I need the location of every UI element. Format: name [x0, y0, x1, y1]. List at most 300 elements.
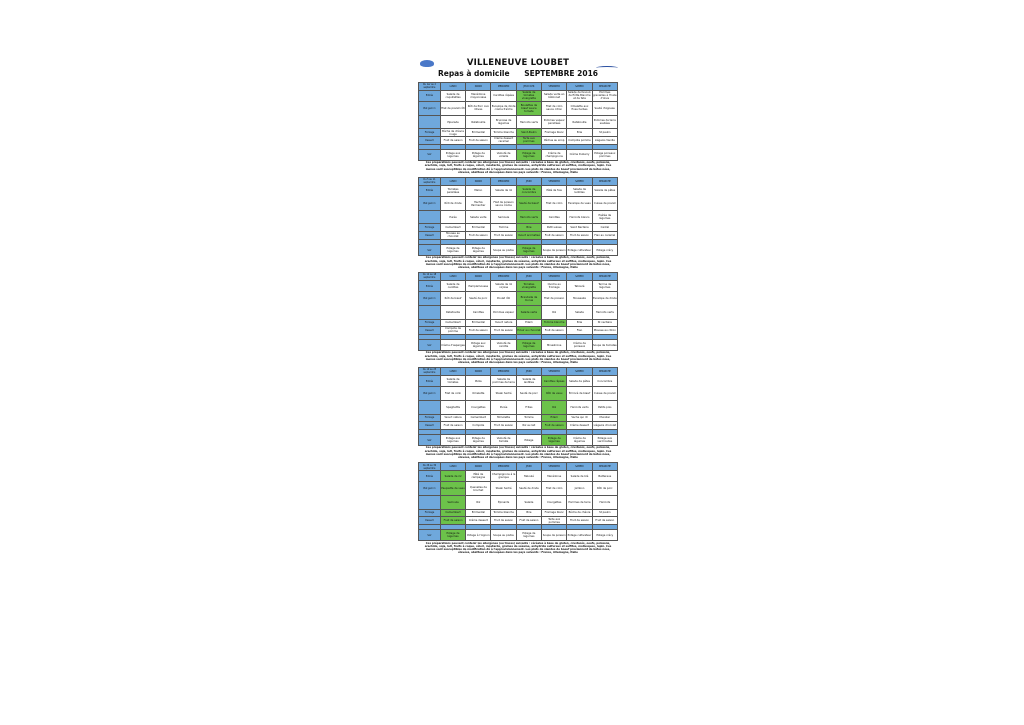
menu-cell: Flan — [567, 327, 592, 335]
menu-cell: Rôti de Porc Aux Olives — [466, 102, 491, 116]
menu-cell: Eclair au chocolat — [516, 327, 541, 335]
day-header: SAMEDI — [567, 273, 592, 281]
menu-cell: Potage de légumes — [466, 435, 491, 446]
days-header-row — [419, 83, 618, 91]
day-header: LUNDI — [440, 368, 465, 376]
menu-cell: Pommes vapeur persillées — [542, 115, 567, 129]
menu-cell: Brunoise de légumes — [491, 115, 516, 129]
subtitle-month: SEPTEMBRE 2016 — [524, 69, 599, 78]
menu-cell: Potage de légumes — [542, 435, 567, 446]
menu-cell: Compote de pomme — [440, 327, 465, 335]
menu-cell: Filet de colin — [440, 387, 465, 401]
document-header — [418, 58, 618, 80]
menu-row — [419, 414, 618, 422]
menu-cell: Pizza — [466, 375, 491, 387]
menu-cell: Tarte aux pommes — [516, 136, 541, 144]
days-header-row — [419, 178, 618, 186]
week-section — [418, 272, 618, 365]
menu-cell: Quiche au fromage — [542, 280, 567, 292]
menu-cell: Potage de légumes — [516, 245, 541, 256]
menu-cell: Crème dessert caramel — [491, 136, 516, 144]
menu-cell: Omelette aux fines herbes — [567, 102, 592, 116]
day-header: MARDI — [466, 273, 491, 281]
menu-cell: Terrine de légumes — [592, 280, 617, 292]
menu-cell: Salade de riz niçoise — [491, 280, 516, 292]
week-section — [418, 82, 618, 175]
course-label: Entrée — [419, 470, 441, 482]
menu-cell: Fruit de saison — [567, 232, 592, 240]
day-header: DIMANCHE — [592, 273, 617, 281]
menu-cell: Pamplemousse — [466, 280, 491, 292]
menu-cell: Vache qui rit — [567, 414, 592, 422]
menu-cell: Filet de poisson — [542, 292, 567, 306]
menu-cell: Camembert — [466, 414, 491, 422]
menu-row — [419, 375, 618, 387]
menu-cell: Potage de légumes — [440, 530, 465, 541]
menu-cell: Fruit de saison — [542, 422, 567, 430]
menu-cell: Fruit de saison — [466, 136, 491, 144]
menu-row — [419, 509, 618, 517]
menu-cell: Potage de légumes — [466, 245, 491, 256]
menu-cell: Potage — [516, 435, 541, 446]
menu-cell: Cuisse de poulet — [592, 387, 617, 401]
menu-cell: Semoule — [491, 210, 516, 224]
menu-cell: Filet de colin sauce citron — [542, 102, 567, 116]
menu-cell: Crème de champignons — [542, 150, 567, 161]
menu-row — [419, 470, 618, 482]
menu-cell: Pommes de terre — [567, 496, 592, 510]
menu-cell: Brie — [567, 129, 592, 137]
course-label: Plat garni 1 — [419, 292, 441, 306]
menu-row — [419, 517, 618, 525]
menu-cell: Riz — [466, 496, 491, 510]
day-header: JEUDI — [516, 178, 541, 186]
course-label: Soir — [419, 150, 441, 161]
menu-cell: Escalope de veau — [567, 197, 592, 211]
menu-cell: Sauté de bœuf — [516, 197, 541, 211]
day-header: VENDREDI — [542, 83, 567, 91]
menu-cell: Sauté d'Agneau — [592, 102, 617, 116]
menu-cell: Fruit de saison — [567, 517, 592, 525]
menu-cell: Salade de concombre — [516, 185, 541, 197]
menu-cell: Fruit de saison — [440, 517, 465, 525]
menu-cell: Jambon — [567, 482, 592, 496]
menu-cell: Concombre — [592, 375, 617, 387]
menu-cell: Fromage blanc — [542, 129, 567, 137]
menu-row — [419, 90, 618, 102]
menu-cell: Tomme blanche — [491, 509, 516, 517]
menu-row — [419, 340, 618, 351]
menu-cell: Soupe de poisson — [542, 530, 567, 541]
day-header: SAMEDI — [567, 83, 592, 91]
menu-cell: Mousse au chocolat — [440, 232, 465, 240]
week-section — [418, 367, 618, 460]
day-header: MARDI — [466, 463, 491, 471]
day-header: MARDI — [466, 83, 491, 91]
menu-cell: Poêlée de légumes — [592, 210, 617, 224]
menu-cell: Petit suisse — [542, 224, 567, 232]
course-label: Entrée — [419, 375, 441, 387]
menu-cell: St paulin — [592, 129, 617, 137]
week-range-label: Du 5 au 11 septembre — [419, 178, 441, 186]
menu-cell: Salade de tomates vinaigrette — [516, 90, 541, 102]
menu-cell: Camembert — [440, 319, 465, 327]
menu-cell: Potage de légumes — [516, 530, 541, 541]
menu-cell: Potage cultivateur — [567, 245, 592, 256]
days-header-row — [419, 463, 618, 471]
menu-cell: Minestrone — [542, 340, 567, 351]
menu-cell: Crème d'asperges — [440, 340, 465, 351]
week-section — [418, 177, 618, 270]
day-header: JEUDI — [516, 463, 541, 471]
menu-cell: Cantal — [592, 224, 617, 232]
menu-cell: Fruit de saison — [542, 232, 567, 240]
menu-cell: Potage aux légumes — [440, 150, 465, 161]
course-label: Dessert — [419, 232, 441, 240]
menu-cell: Haricots — [592, 496, 617, 510]
menu-cell: Salade de pommes de terre — [491, 375, 516, 387]
day-header: DIMANCHE — [592, 83, 617, 91]
menu-cell: Crème de poireaux — [567, 340, 592, 351]
menu-cell: Sauté de dinde — [516, 482, 541, 496]
menu-row — [419, 129, 618, 137]
menu-cell: Salade de coquillettes — [440, 90, 465, 102]
menu-cell: Soupe de poisson — [542, 245, 567, 256]
course-label: Soir — [419, 530, 441, 541]
menu-row — [419, 185, 618, 197]
menu-cell: Quenelles de brochet — [466, 482, 491, 496]
menu-cell: Salade de blé — [567, 470, 592, 482]
menu-cell: Brandade de morue — [516, 292, 541, 306]
day-header: LUNDI — [440, 463, 465, 471]
course-label: Plat garni 1 — [419, 482, 441, 496]
day-header: MARDI — [466, 368, 491, 376]
menu-cell: Emmental — [466, 319, 491, 327]
menu-cell: Pâté de campagne — [466, 470, 491, 482]
course-label: Entrée — [419, 185, 441, 197]
course-label: Soir — [419, 340, 441, 351]
course-label: Fromage — [419, 224, 441, 232]
menu-cell: Riz au lait — [516, 422, 541, 430]
menu-cell: St nectaire — [592, 319, 617, 327]
day-header: DIMANCHE — [592, 368, 617, 376]
menu-cell: Hachis Parmentier — [466, 197, 491, 211]
menu-cell: Potage cultivateur — [567, 530, 592, 541]
menu-row — [419, 197, 618, 211]
course-label — [419, 115, 441, 129]
menu-row — [419, 102, 618, 116]
menu-cell: Liégeois Vanille — [592, 136, 617, 144]
menu-cell: Épinards — [491, 496, 516, 510]
menu-cell: Courgettes — [466, 400, 491, 414]
days-header-row — [419, 273, 618, 281]
menu-cell: Soupe au pistou — [491, 530, 516, 541]
menu-cell: Sauté de porc — [466, 292, 491, 306]
menu-cell: Haricots verts — [567, 400, 592, 414]
day-header: MERCREDI — [491, 463, 516, 471]
menu-cell: Courgettes — [542, 496, 567, 510]
day-header: VENDREDI — [542, 178, 567, 186]
allergen-note: Ces préparations peuvent contenir les allergènes (ou traces) suivants : céréales à base de gluten, crustacés, oeufs, poissons, arachide, soja, lait, fruits à coque, céleri, moutarde, graines de sésame, anhydride sulfureux et sulfites, mollusques, lupin. Ces menus sont susceptibles de modification dû à l'approvisionnement. Les plats de viandes de boeuf proviennent de bêtes nées, élevées, abattues et découpées dans les pays suivants : France, Allemagne, Italie — [424, 256, 612, 269]
menu-cell: Tomme blanche — [542, 319, 567, 327]
menu-cell: Edam — [516, 319, 541, 327]
day-header: MERCREDI — [491, 368, 516, 376]
menu-cell: Fruit de saison — [542, 327, 567, 335]
day-header: LUNDI — [440, 273, 465, 281]
menu-cell: Haricots verts — [592, 305, 617, 319]
week-range-label: Du 19 au 25 septembre — [419, 368, 441, 376]
menu-cell: Filet de poisson sauce crème — [491, 197, 516, 211]
menu-cell: Yaourt nature — [491, 319, 516, 327]
course-label: Dessert — [419, 136, 441, 144]
menu-cell: Fromage blanc — [542, 509, 567, 517]
menu-cell: Compote pomme — [567, 136, 592, 144]
menu-cell: Petits pois — [592, 400, 617, 414]
day-header: SAMEDI — [567, 463, 592, 471]
menu-row — [419, 305, 618, 319]
menu-cell: Carottes râpées — [542, 375, 567, 387]
partner-logo — [596, 66, 618, 74]
menu-cell: Brie — [567, 319, 592, 327]
menu-row — [419, 232, 618, 240]
day-header: MARDI — [466, 178, 491, 186]
menu-cell: Riz — [542, 305, 567, 319]
menu-subtitle — [418, 69, 618, 78]
menu-cell: Filet de poulet rôti — [440, 102, 465, 116]
day-header: MERCREDI — [491, 273, 516, 281]
menu-cell: Fruit de saison — [466, 327, 491, 335]
menu-cell: Flan au caramel — [592, 232, 617, 240]
day-header: VENDREDI — [542, 463, 567, 471]
week-range-label: Du 26 au 30 septembre — [419, 463, 441, 471]
menu-cell: Salade de pâtes — [592, 185, 617, 197]
menu-cell: Ratatouille — [567, 115, 592, 129]
menu-cell: Steak haché — [491, 387, 516, 401]
day-header: DIMANCHE — [592, 463, 617, 471]
menu-cell: Soupe de tomates — [592, 340, 617, 351]
menu-cell: Frites — [516, 400, 541, 414]
menu-cell: Salade de pâtes — [567, 375, 592, 387]
menu-cell: Rôti de porc — [592, 482, 617, 496]
menu-row — [419, 136, 618, 144]
menu-cell: Salade verte — [466, 210, 491, 224]
menu-cell: Purée — [440, 210, 465, 224]
menu-cell: Emmental — [466, 509, 491, 517]
menu-cell: Haricots blancs — [567, 210, 592, 224]
menu-cell: Salade verte en bâtonnet — [542, 90, 567, 102]
course-label: Fromage — [419, 319, 441, 327]
allergen-note: Ces préparations peuvent contenir les allergènes (ou traces) suivants : céréales à base de gluten, crustacés, oeufs, poissons, arachide, soja, lait, fruits à coque, céleri, moutarde, graines de sésame, anhydride sulfureux et sulfites, mollusques, lupin. Ces menus sont susceptibles de modification dû à l'approvisionnement. Les plats de viandes de boeuf proviennent de bêtes nées, élevées, abattues et découpées dans les pays suivants : France, Allemagne, Italie — [424, 446, 612, 460]
menu-cell: Fruit de saison — [491, 327, 516, 335]
menu-cell: Velouté de tomate — [491, 435, 516, 446]
course-label: Fromage — [419, 509, 441, 517]
menu-cell: Potage crécy — [592, 245, 617, 256]
menu-row — [419, 224, 618, 232]
course-label: Plat garni 1 — [419, 102, 441, 116]
menu-cell: Crème dessert — [567, 422, 592, 430]
course-label — [419, 210, 441, 224]
day-header: MERCREDI — [491, 83, 516, 91]
menu-cell: Salade de lentilles — [567, 185, 592, 197]
menu-cell: Omelette — [466, 387, 491, 401]
menu-cell: Potage de légumes — [466, 150, 491, 161]
allergen-note: Ces préparations peuvent contenir les allergènes (ou traces) suivants : céréales à base de gluten, crustacés, oeufs, poissons, arachide, soja, lait, fruits à coque, céleri, moutarde, graines de sésame, anhydride sulfureux et sulfites, mollusques, lupin. Ces menus sont susceptibles de modification dû à l'approvisionnement. Les plats de viandes de boeuf proviennent de bêtes nées, élevées, abattues et découpées dans les pays suivants : France, Allemagne, Italie — [424, 351, 612, 364]
menu-table — [418, 272, 618, 351]
menu-cell: Potage crécy — [592, 530, 617, 541]
menu-cell: Escalope de dinde — [592, 292, 617, 306]
menu-cell: Potage aux légumes — [440, 435, 465, 446]
day-header: LUNDI — [440, 83, 465, 91]
menu-cell: Salade de carottes — [440, 280, 465, 292]
menu-cell: Crème de légumes — [567, 435, 592, 446]
menu-table — [418, 82, 618, 161]
course-label — [419, 305, 441, 319]
menu-cell: Fruit de saison — [440, 136, 465, 144]
course-label — [419, 496, 441, 510]
menu-cell: Yaourt aromatisé — [516, 232, 541, 240]
menu-cell: Boulettes de bœuf sauce tomate — [516, 102, 541, 116]
menu-cell: Velouté de carotte — [491, 340, 516, 351]
menu-row — [419, 422, 618, 430]
menu-cell: Pâté de foie — [542, 185, 567, 197]
menu-cell: Salade de lentilles — [516, 375, 541, 387]
menu-cell: Brie — [516, 509, 541, 517]
menu-cell: Velouté de volaille — [491, 150, 516, 161]
menu-cell: Soupe au pistou — [491, 245, 516, 256]
menu-row — [419, 482, 618, 496]
menu-cell: Saint-Paulin — [516, 129, 541, 137]
menu-cell: Rôti de veau — [542, 387, 567, 401]
menu-cell: Camembert — [440, 224, 465, 232]
menu-row — [419, 496, 618, 510]
day-header: VENDREDI — [542, 273, 567, 281]
menu-table — [418, 177, 618, 256]
menu-cell: Poulet rôti — [491, 292, 516, 306]
menu-row — [419, 400, 618, 414]
menu-cell: Champignons à la grecque — [491, 470, 516, 482]
menu-cell: Haricots verts — [516, 115, 541, 129]
menu-cell: Paupiette de veau — [440, 482, 465, 496]
menu-row — [419, 245, 618, 256]
menu-cell: Brie — [516, 224, 541, 232]
menu-cell: Tomme blanche — [491, 129, 516, 137]
menu-table — [418, 462, 618, 541]
menu-cell: Emmental — [466, 129, 491, 137]
menu-cell: Crème dessert — [466, 517, 491, 525]
menu-cell: Edam — [542, 414, 567, 422]
menu-cell: Tomme — [516, 414, 541, 422]
course-label: Entrée — [419, 90, 441, 102]
course-label: Plat garni 1 — [419, 197, 441, 211]
course-label — [419, 400, 441, 414]
menu-cell: Semoule — [440, 496, 465, 510]
week-section — [418, 462, 618, 555]
menu-cell: Potage de légumes — [440, 245, 465, 256]
menu-row — [419, 280, 618, 292]
day-header: JEUDI — [516, 273, 541, 281]
menu-document — [418, 58, 618, 555]
menu-row — [419, 327, 618, 335]
menu-cell: Pommes grenailles à l'huile d'olive — [593, 91, 617, 101]
menu-cell: Saint Nectaire — [567, 224, 592, 232]
menu-cell: Pommes de terre sautées — [592, 115, 617, 129]
menu-row — [419, 115, 618, 129]
course-label: Soir — [419, 435, 441, 446]
menu-cell: Potage aux vermicelles — [592, 435, 617, 446]
week-range-label: Du 1er au 2 septembre — [419, 83, 441, 91]
menu-cell: Tomates persillées — [440, 185, 465, 197]
subtitle-service: Repas à domicile — [437, 69, 510, 78]
menu-cell: Potage aux légumes — [466, 340, 491, 351]
menu-cell: Mimolette — [491, 414, 516, 422]
menu-cell: Potage de légumes — [516, 340, 541, 351]
menu-row — [419, 530, 618, 541]
menu-cell: Compote — [466, 422, 491, 430]
menu-cell: Salade de fenouil, de flôtte Blanche et de feta — [567, 91, 592, 101]
menu-cell: Pommes vapeur — [491, 305, 516, 319]
menu-cell: Yaourt nature — [440, 414, 465, 422]
menu-cell: Fruit de saison — [466, 232, 491, 240]
menu-cell: Tarte aux pommes — [542, 517, 567, 525]
menu-cell: Filet de colin — [542, 482, 567, 496]
menu-cell: Moussaka — [567, 292, 592, 306]
course-label: Fromage — [419, 129, 441, 137]
menu-cell: Salade de riz — [440, 470, 465, 482]
menu-row — [419, 435, 618, 446]
menu-row — [419, 387, 618, 401]
menu-cell: Sauté de porc — [516, 387, 541, 401]
menu-cell: Salade de riz — [491, 185, 516, 197]
days-header-row — [419, 368, 618, 376]
menu-cell: Fruit de saison — [491, 517, 516, 525]
course-label: Plat garni 1 — [419, 387, 441, 401]
menu-cell: St paulin — [592, 509, 617, 517]
menu-cell: Potage à l'oignon — [466, 530, 491, 541]
course-label: Fromage — [419, 414, 441, 422]
menu-cell: Munster — [592, 414, 617, 422]
course-label: Entrée — [419, 280, 441, 292]
menu-cell: Haricots verts — [516, 210, 541, 224]
day-header: LUNDI — [440, 178, 465, 186]
course-label: Soir — [419, 245, 441, 256]
menu-cell: Ratatouille — [440, 305, 465, 319]
menu-cell: Riz — [542, 400, 567, 414]
menu-cell: Fruit de saison — [516, 517, 541, 525]
menu-cell: Taboulé — [567, 280, 592, 292]
day-header: MERCREDI — [491, 178, 516, 186]
menu-cell: Macédoine mayonnaise — [466, 90, 491, 102]
day-header: SAMEDI — [567, 178, 592, 186]
menu-cell: Spaghettis — [440, 400, 465, 414]
menu-cell: Carottes — [542, 210, 567, 224]
menu-cell: Tomates vinaigrette — [516, 280, 541, 292]
menu-cell: Macédoine — [542, 470, 567, 482]
menu-cell: Camembert — [440, 509, 465, 517]
menu-row — [419, 319, 618, 327]
menu-cell: Steak haché — [491, 482, 516, 496]
menu-row — [419, 150, 618, 161]
menu-cell: Potage poireaux pommes — [592, 150, 617, 161]
course-label: Dessert — [419, 517, 441, 525]
menu-cell: Cuisse de poulet — [592, 197, 617, 211]
menu-cell: Bûche de chèvre rouge — [442, 129, 464, 136]
menu-cell: Ratatouille — [466, 115, 491, 129]
menu-cell: Crème Dubarry — [567, 150, 592, 161]
menu-cell: Escalope de dinde crème fraîche — [491, 102, 516, 116]
day-header: JEUDI — [516, 368, 541, 376]
menu-cell: Fruit de saison — [592, 517, 617, 525]
allergen-note: Ces préparations peuvent contenir les allergènes (ou traces) suivants : céréales à base de gluten, crustacés, oeufs, poissons, arachide, soja, lait, fruits à coque, céleri, moutarde, graines de sésame, anhydride sulfureux et sulfites, mollusques, lupin. Ces menus sont susceptibles de modification dû à l'approvisionnement. Les plats de viandes de boeuf proviennent de bêtes nées, élevées, abattues et découpées dans les pays suivants : France, Allemagne, Italie — [424, 541, 612, 555]
